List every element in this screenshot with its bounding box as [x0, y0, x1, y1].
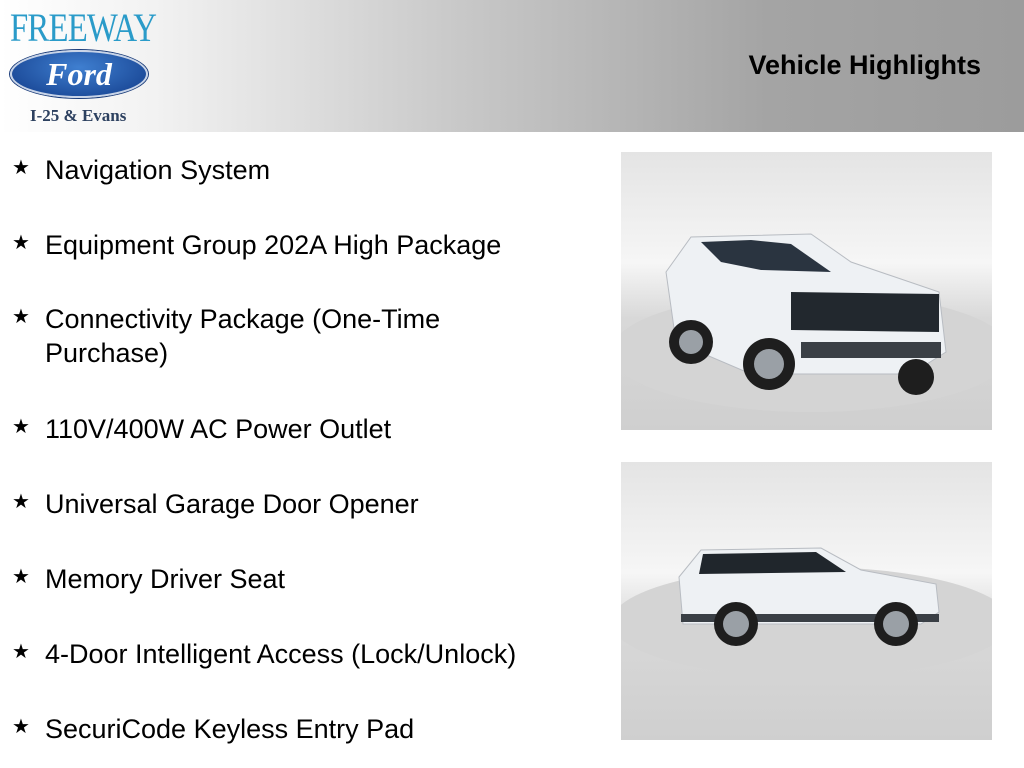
- vehicle-photo-side: [621, 462, 992, 740]
- star-icon: ★: [12, 716, 30, 738]
- ford-oval-logo: Ford: [10, 50, 148, 98]
- star-icon: ★: [12, 566, 30, 588]
- star-icon: ★: [12, 416, 30, 438]
- logo-freeway-text: FREEWAY: [10, 5, 157, 50]
- highlight-item: ★ Connectivity Package (One-Time Purchase): [12, 304, 441, 368]
- star-icon: ★: [12, 306, 30, 328]
- highlight-item: ★ Equipment Group 202A High Package: [12, 230, 502, 260]
- star-icon: ★: [12, 491, 30, 513]
- highlight-item: ★ 110V/400W AC Power Outlet: [12, 414, 392, 444]
- logo-location-text: I-25 & Evans: [30, 106, 127, 125]
- vehicle-photo-front: [621, 152, 992, 430]
- dealer-logo: [6, 4, 157, 128]
- highlight-item: ★ Memory Driver Seat: [12, 564, 286, 594]
- highlight-item: ★ SecuriCode Keyless Entry Pad: [12, 714, 415, 744]
- page-title: Vehicle Highlights: [748, 50, 981, 80]
- highlight-item: ★ Universal Garage Door Opener: [12, 489, 419, 519]
- header-banner: [0, 0, 1024, 132]
- star-icon: ★: [12, 157, 30, 179]
- highlight-item: ★ Navigation System: [12, 155, 271, 185]
- star-icon: ★: [12, 232, 30, 254]
- highlight-item: ★ 4-Door Intelligent Access (Lock/Unlock): [12, 639, 517, 669]
- star-icon: ★: [12, 641, 30, 663]
